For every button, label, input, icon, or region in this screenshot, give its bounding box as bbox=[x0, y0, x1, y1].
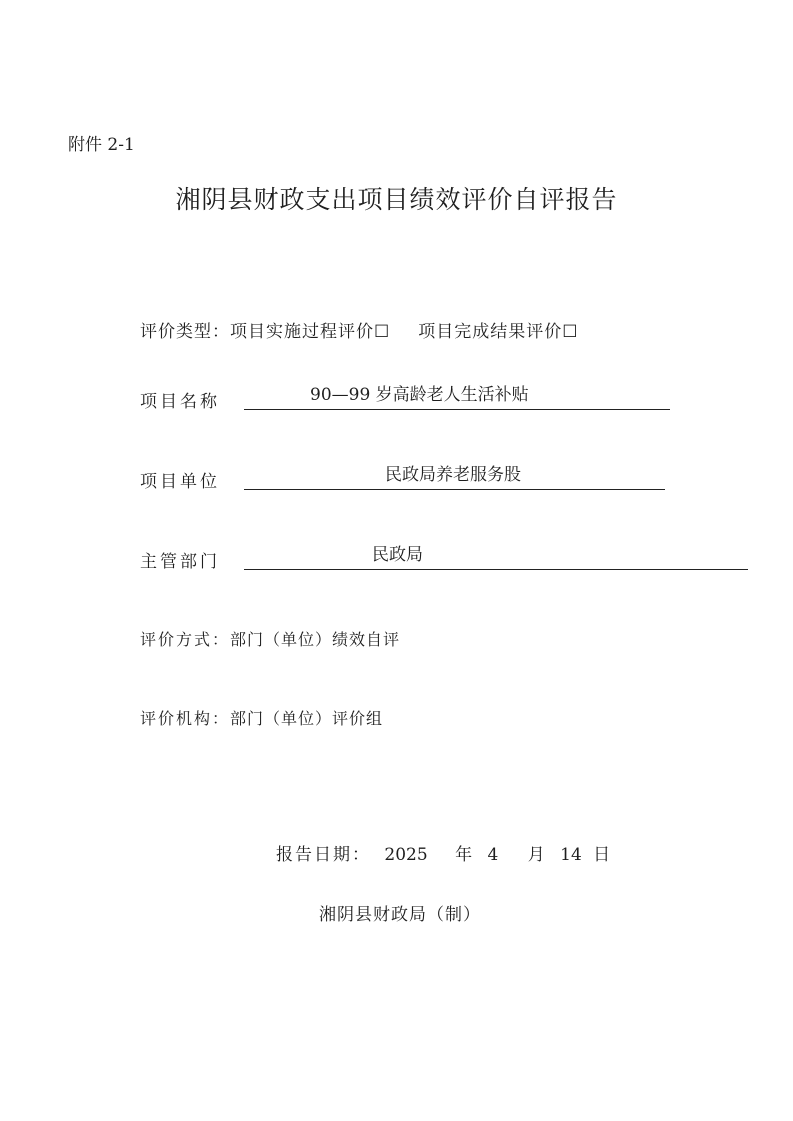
report-title: 湘阴县财政支出项目绩效评价自评报告 bbox=[175, 185, 618, 214]
report-day-unit: 日 bbox=[593, 845, 611, 865]
project-unit-label: 项目单位 bbox=[140, 472, 220, 492]
project-unit-field bbox=[244, 461, 665, 490]
evaluation-org-row bbox=[140, 706, 383, 729]
evaluation-org-value: 部门（单位）评价组 bbox=[230, 709, 384, 728]
department-label: 主管部门 bbox=[140, 552, 220, 572]
maker-line: 湘阴县财政局（制） bbox=[319, 905, 481, 925]
project-unit-value: 民政局养老服务股 bbox=[385, 465, 521, 485]
report-date-label: 报告日期： bbox=[276, 845, 371, 865]
department-field bbox=[244, 541, 748, 570]
report-date-row bbox=[276, 840, 610, 865]
attachment-number: 附件 2-1 bbox=[68, 135, 135, 155]
evaluation-org-label: 评价机构： bbox=[140, 709, 231, 728]
evaluation-type-row bbox=[140, 317, 579, 342]
report-month-unit: 月 bbox=[527, 845, 545, 865]
project-name-value: 90—99 岁高龄老人生活补贴 bbox=[310, 385, 529, 405]
report-day: 14 bbox=[560, 845, 582, 865]
report-year: 2025 bbox=[384, 845, 428, 865]
evaluation-method-value: 部门（单位）绩效自评 bbox=[230, 630, 401, 649]
project-name-label: 项目名称 bbox=[140, 392, 220, 412]
evaluation-method-row bbox=[140, 627, 400, 650]
report-year-unit: 年 bbox=[455, 845, 473, 865]
evaluation-type-option-result[interactable]: 项目完成结果评价☐ bbox=[418, 322, 579, 342]
evaluation-type-option-process[interactable]: 项目实施过程评价☐ bbox=[230, 322, 391, 342]
evaluation-type-label: 评价类型： bbox=[140, 322, 230, 342]
evaluation-method-label: 评价方式： bbox=[140, 630, 231, 649]
report-month: 4 bbox=[487, 845, 499, 865]
project-name-field bbox=[244, 381, 670, 410]
department-value: 民政局 bbox=[372, 545, 423, 565]
